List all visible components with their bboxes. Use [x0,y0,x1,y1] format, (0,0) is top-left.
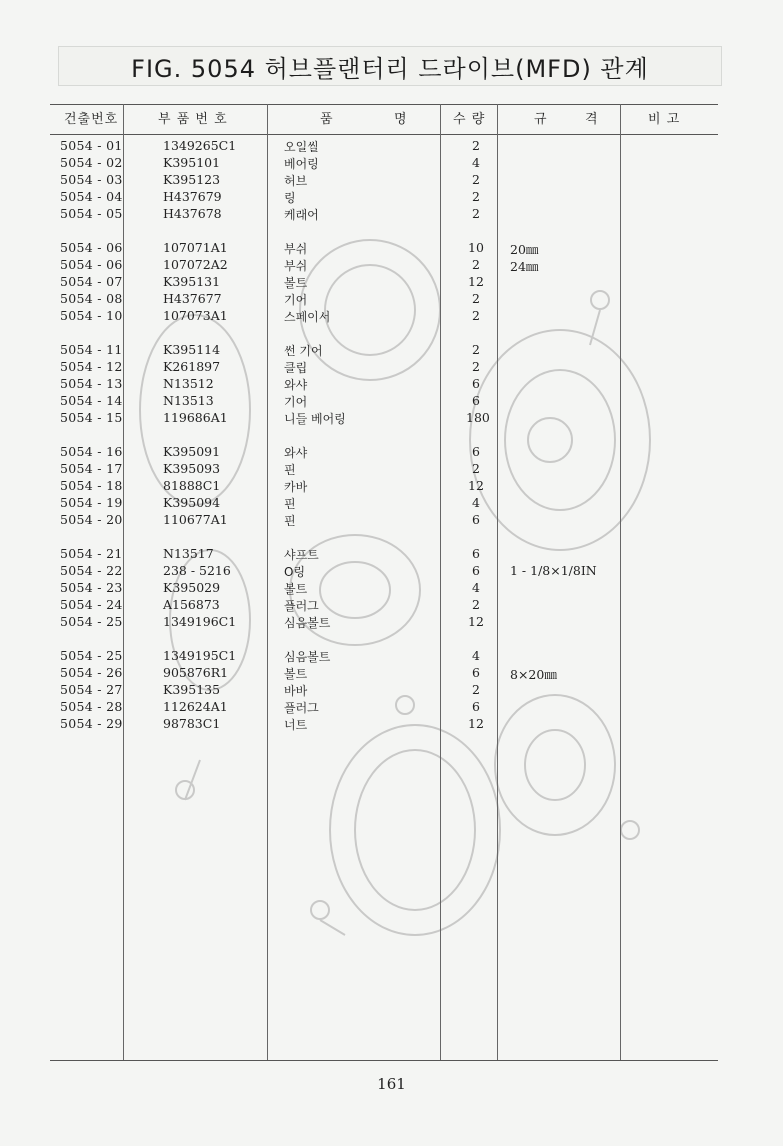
part-name: 케래어 [284,208,319,222]
part-name: 심음볼트 [284,616,331,630]
header-bottom-rule [50,134,718,135]
table-row [0,410,783,427]
part-index: 5054 - 29 [60,716,123,731]
quantity: 2 [472,138,480,153]
part-number: K395123 [163,172,221,187]
part-number: 905876R1 [163,665,229,680]
quantity: 6 [472,563,480,578]
quantity: 2 [472,172,480,187]
part-number: N13512 [163,376,214,391]
quantity: 2 [472,597,480,612]
part-number: N13513 [163,393,214,408]
table-row [0,291,783,308]
quantity: 4 [472,495,480,510]
header-spec-a: 규 [534,112,548,127]
quantity: 6 [472,512,480,527]
table-bottom-rule [50,1060,718,1061]
table-row [0,665,783,682]
part-name: 핀 [284,497,296,511]
table-row [0,342,783,359]
quantity: 4 [472,580,480,595]
header-name-b: 명 [394,112,408,127]
header-qty: 수 량 [453,112,486,127]
quantity: 4 [472,155,480,170]
table-row [0,495,783,512]
part-index: 5054 - 24 [60,597,123,612]
part-index: 5054 - 01 [60,138,123,153]
part-index: 5054 - 22 [60,563,123,578]
header-no: 건출번호 [64,112,119,127]
specification: 20㎜ [510,242,539,257]
part-index: 5054 - 18 [60,478,123,493]
part-number: A156873 [163,597,220,612]
part-index: 5054 - 21 [60,546,123,561]
part-index: 5054 - 06 [60,240,123,255]
part-number: 112624A1 [163,699,228,714]
quantity: 2 [472,308,480,323]
part-number: K261897 [163,359,221,374]
table-row [0,393,783,410]
part-number: H437679 [163,189,222,204]
part-name: 카바 [284,480,308,494]
part-name: 와샤 [284,378,308,392]
table-row [0,716,783,733]
part-index: 5054 - 02 [60,155,123,170]
quantity: 2 [472,682,480,697]
parts-table-body [0,138,783,733]
part-name: 부쉬 [284,259,308,273]
part-name: 핀 [284,514,296,528]
part-index: 5054 - 16 [60,444,123,459]
quantity: 180 [466,410,490,425]
part-index: 5054 - 27 [60,682,123,697]
part-number: 238 - 5216 [163,563,231,578]
part-number: 1349196C1 [163,614,237,629]
part-name: 플러그 [284,599,319,613]
part-name: 플러그 [284,701,319,715]
quantity: 10 [468,240,484,255]
part-number: 107072A2 [163,257,228,272]
part-name: 와샤 [284,446,308,460]
table-row [0,189,783,206]
part-name: 샤프트 [284,548,319,562]
table-row [0,563,783,580]
part-number: 107071A1 [163,240,228,255]
header-spec-b: 격 [585,112,599,127]
part-index: 5054 - 12 [60,359,123,374]
table-row [0,699,783,716]
table-row [0,138,783,155]
part-index: 5054 - 25 [60,648,123,663]
specification: 24㎜ [510,259,539,274]
quantity: 6 [472,665,480,680]
part-name: 니들 베어링 [284,412,346,426]
part-number: H437677 [163,291,222,306]
header-note: 비 고 [648,112,681,127]
quantity: 6 [472,376,480,391]
part-index: 5054 - 23 [60,580,123,595]
part-index: 5054 - 19 [60,495,123,510]
figure-title: FIG. 5054 허브플랜터리 드라이브(MFD) 관계 [131,54,649,83]
part-index: 5054 - 07 [60,274,123,289]
table-row [0,512,783,529]
quantity: 6 [472,393,480,408]
table-row [0,206,783,223]
part-name: 볼트 [284,276,308,290]
part-number: K395131 [163,274,221,289]
table-row [0,461,783,478]
group-spacer [0,325,783,342]
table-row [0,155,783,172]
table-row [0,546,783,563]
quantity: 6 [472,444,480,459]
quantity: 2 [472,189,480,204]
part-index: 5054 - 15 [60,410,123,425]
part-number: 1349195C1 [163,648,237,663]
part-name: 썬 기어 [284,344,323,358]
page-number: 161 [377,1075,406,1093]
table-row [0,172,783,189]
table-row [0,597,783,614]
part-name: 부쉬 [284,242,308,256]
quantity: 12 [468,716,484,731]
quantity: 6 [472,699,480,714]
part-index: 5054 - 08 [60,291,123,306]
part-number: N13517 [163,546,214,561]
part-name: 바바 [284,684,308,698]
part-index: 5054 - 14 [60,393,123,408]
part-number: 119686A1 [163,410,228,425]
part-number: K395135 [163,682,221,697]
table-row [0,274,783,291]
group-spacer [0,631,783,648]
header-part-number: 부 품 번 호 [158,112,228,127]
group-spacer [0,427,783,444]
part-index: 5054 - 04 [60,189,123,204]
part-number: H437678 [163,206,222,221]
part-name: 볼트 [284,582,308,596]
group-spacer [0,223,783,240]
part-number: 1349265C1 [163,138,237,153]
part-name: 허브 [284,174,308,188]
part-index: 5054 - 17 [60,461,123,476]
table-top-rule [50,104,718,105]
part-index: 5054 - 13 [60,376,123,391]
table-row [0,580,783,597]
part-number: 110677A1 [163,512,228,527]
table-row [0,359,783,376]
part-index: 5054 - 10 [60,308,123,323]
part-index: 5054 - 06 [60,257,123,272]
part-index: 5054 - 20 [60,512,123,527]
quantity: 2 [472,257,480,272]
part-name: O링 [284,565,306,579]
part-name: 볼트 [284,667,308,681]
quantity: 12 [468,478,484,493]
part-number: K395114 [163,342,221,357]
part-index: 5054 - 26 [60,665,123,680]
quantity: 12 [468,274,484,289]
part-number: K395091 [163,444,221,459]
quantity: 2 [472,461,480,476]
part-number: K395094 [163,495,221,510]
figure-title-box [58,46,722,86]
part-number: 98783C1 [163,716,221,731]
part-index: 5054 - 03 [60,172,123,187]
quantity: 4 [472,648,480,663]
table-row [0,308,783,325]
specification: 1 - 1/8×1/8IN [510,563,597,578]
quantity: 2 [472,359,480,374]
table-row [0,682,783,699]
part-name: 기어 [284,395,308,409]
part-name: 핀 [284,463,296,477]
table-row [0,648,783,665]
part-name: 기어 [284,293,308,307]
part-name: 스페이서 [284,310,331,324]
quantity: 12 [468,614,484,629]
part-index: 5054 - 28 [60,699,123,714]
part-index: 5054 - 25 [60,614,123,629]
group-spacer [0,529,783,546]
header-name-a: 품 [320,112,334,127]
part-index: 5054 - 11 [60,342,123,357]
part-name: 심음볼트 [284,650,331,664]
part-number: K395093 [163,461,221,476]
part-number: K395101 [163,155,221,170]
part-number: 81888C1 [163,478,221,493]
quantity: 2 [472,206,480,221]
table-row [0,257,783,274]
part-number: K395029 [163,580,221,595]
table-row [0,376,783,393]
part-name: 오일씰 [284,140,319,154]
part-name: 베어링 [284,157,319,171]
part-name: 클립 [284,361,308,375]
table-row [0,614,783,631]
table-row [0,444,783,461]
quantity: 2 [472,342,480,357]
specification: 8×20㎜ [510,667,557,682]
table-row [0,240,783,257]
quantity: 2 [472,291,480,306]
table-row [0,478,783,495]
part-index: 5054 - 05 [60,206,123,221]
quantity: 6 [472,546,480,561]
part-number: 107073A1 [163,308,228,323]
part-name: 너트 [284,718,308,732]
part-name: 링 [284,191,296,205]
